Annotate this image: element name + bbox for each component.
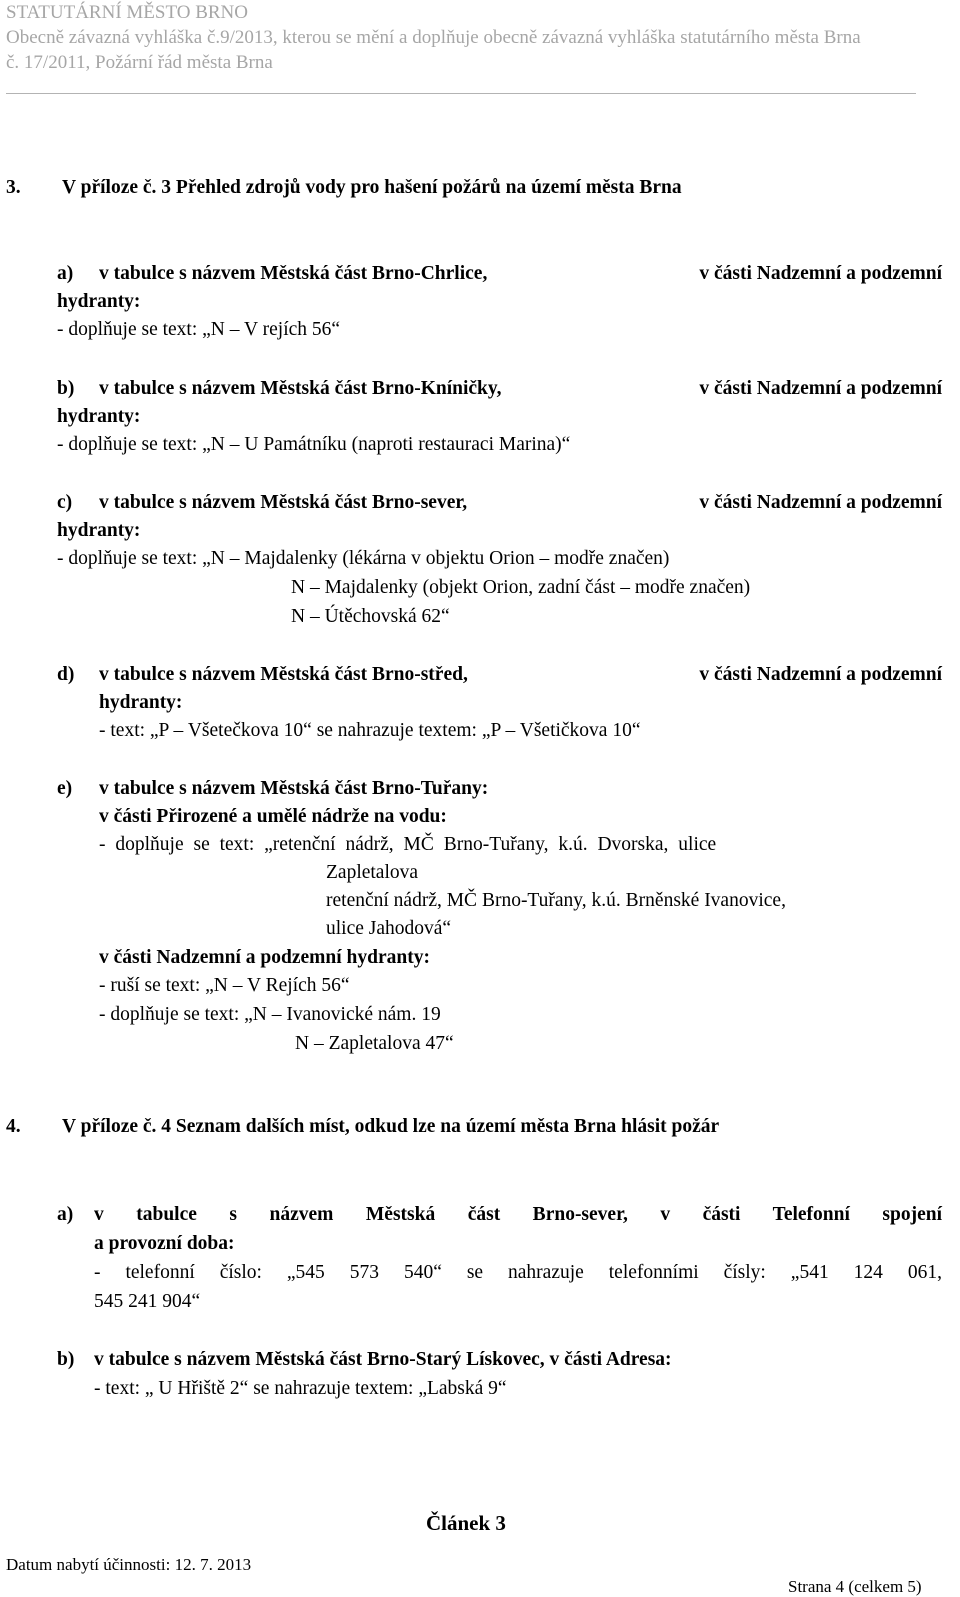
- item-3d-heading-cont: hydranty:: [99, 692, 183, 713]
- item-3c-text-2: N – Majdalenky (objekt Orion, zadní část – modře značen): [291, 577, 751, 598]
- item-3e-label: e): [57, 778, 73, 799]
- header-decree-cont: č. 17/2011, Požární řád města Brna: [6, 52, 273, 73]
- item-3b-heading: v tabulce s názvem Městská část Brno-Kníničky, v části Nadzemní a podzemní: [99, 378, 942, 399]
- item-3a-heading: v tabulce s názvem Městská část Brno-Chrlice, v části Nadzemní a podzemní: [99, 263, 942, 284]
- item-3b-text: - doplňuje se text: „N – U Památníku (naproti restauraci Marina)“: [57, 434, 571, 455]
- section-3-number: 3.: [6, 177, 21, 198]
- item-3c-text-3: N – Útěchovská 62“: [291, 606, 450, 627]
- item-3e-text-2a: retenční nádrž, MČ Brno-Tuřany, k.ú. Brněnské Ivanovice,: [326, 890, 786, 911]
- item-4b-label: b): [57, 1349, 75, 1370]
- item-3e-text-1b: Zapletalova: [326, 862, 419, 883]
- section-4-number: 4.: [6, 1116, 21, 1137]
- item-3e-text-2b: ulice Jahodová“: [326, 918, 452, 939]
- header-decree: Obecně závazná vyhláška č.9/2013, kterou se mění a doplňuje obecně závazná vyhláška statutárního města Brna: [6, 27, 861, 48]
- item-3c-heading-cont: hydranty:: [57, 520, 141, 541]
- item-3a-heading-cont: hydranty:: [57, 291, 141, 312]
- item-4a-text-2: 545 241 904“: [94, 1291, 201, 1312]
- item-3e-subheading-1: v části Přirozené a umělé nádrže na vodu:: [99, 806, 447, 827]
- item-3d-label: d): [57, 664, 75, 685]
- item-4a-heading: v tabulce s názvem Městská část Brno-sever, v části Telefonní spojení: [94, 1204, 942, 1225]
- item-3e-text-1a: - doplňuje se text: „retenční nádrž, MČ Brno-Tuřany, k.ú. Dvorska, ulice: [99, 834, 717, 855]
- header-divider: [6, 93, 916, 94]
- section-4-title: V příloze č. 4 Seznam dalších míst, odkud lze na území města Brna hlásit požár: [62, 1116, 720, 1137]
- footer-effective-date: Datum nabytí účinnosti: 12. 7. 2013: [6, 1555, 252, 1574]
- document-header: [6, 0, 956, 75]
- item-3e-text-3: - ruší se text: „N – V Rejích 56“: [99, 975, 350, 996]
- item-4a-label: a): [57, 1204, 74, 1225]
- item-3b-heading-cont: hydranty:: [57, 406, 141, 427]
- section-3-title: V příloze č. 3 Přehled zdrojů vody pro hašení požárů na území města Brna: [62, 177, 682, 198]
- header-city: STATUTÁRNÍ MĚSTO BRNO: [6, 2, 248, 23]
- footer-page-number: Strana 4 (celkem 5): [788, 1577, 922, 1596]
- item-3c-text-1: - doplňuje se text: „N – Majdalenky (lékárna v objektu Orion – modře značen): [57, 548, 670, 569]
- item-4b-text: - text: „ U Hřiště 2“ se nahrazuje textem: „Labská 9“: [94, 1378, 507, 1399]
- item-3e-text-5: N – Zapletalova 47“: [295, 1033, 454, 1054]
- item-3d-heading: v tabulce s názvem Městská část Brno-střed, v části Nadzemní a podzemní: [99, 664, 942, 685]
- item-3c-label: c): [57, 492, 73, 513]
- item-3c-heading: v tabulce s názvem Městská část Brno-sever, v části Nadzemní a podzemní: [99, 492, 942, 513]
- item-4b-heading: v tabulce s názvem Městská část Brno-Starý Lískovec, v části Adresa:: [94, 1349, 672, 1370]
- item-3e-heading: v tabulce s názvem Městská část Brno-Tuřany:: [99, 778, 489, 799]
- article-heading: Článek 3: [426, 1511, 506, 1535]
- item-3d-text: - text: „P – Všetečkova 10“ se nahrazuje textem: „P – Všetičkova 10“: [99, 720, 641, 741]
- item-3e-text-4: - doplňuje se text: „N – Ivanovické nám. 19: [99, 1004, 441, 1025]
- item-3e-subheading-2: v části Nadzemní a podzemní hydranty:: [99, 947, 430, 968]
- item-3a-text: - doplňuje se text: „N – V rejích 56“: [57, 319, 341, 340]
- item-3a-label: a): [57, 263, 74, 284]
- item-4a-heading-cont: a provozní doba:: [94, 1233, 235, 1254]
- item-4a-text-1: - telefonní číslo: „545 573 540“ se nahrazuje telefonními čísly: „541 124 061,: [94, 1262, 942, 1283]
- item-3b-label: b): [57, 378, 75, 399]
